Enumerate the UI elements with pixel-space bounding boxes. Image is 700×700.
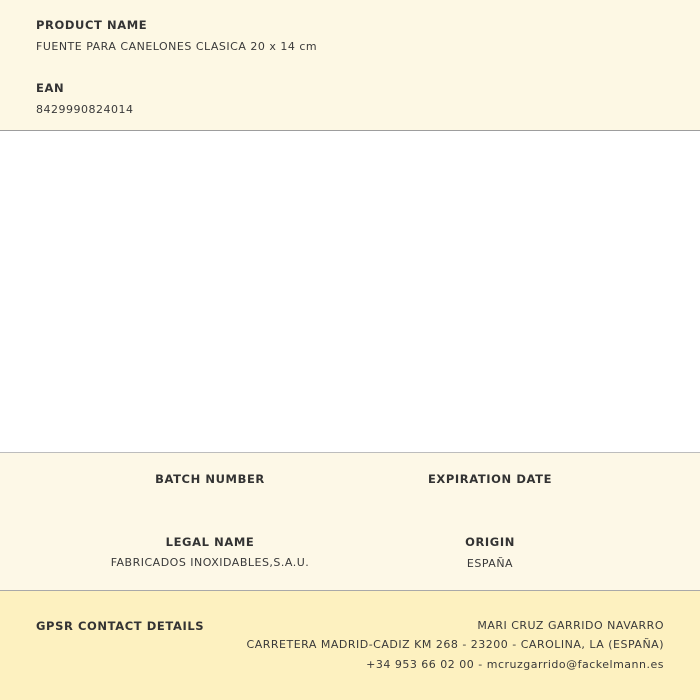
product-name-label: PRODUCT NAME (36, 18, 148, 32)
gpsr-contact-label: GPSR CONTACT DETAILS (36, 619, 205, 633)
gpsr-section (0, 591, 700, 700)
gpsr-contact-name: MARI CRUZ GARRIDO NAVARRO (477, 619, 664, 632)
legal-name-value: FABRICADOS INOXIDABLES,S.A.U. (110, 556, 310, 569)
ean-value: 8429990824014 (36, 103, 134, 116)
gpsr-address: CARRETERA MADRID-CADIZ KM 268 - 23200 - CAROLINA, LA (ESPAÑA) (246, 638, 664, 651)
blank-area (0, 131, 700, 452)
origin-label: ORIGIN (465, 535, 515, 549)
product-name-value: FUENTE PARA CANELONES CLASICA 20 x 14 cm (36, 40, 318, 53)
expiration-date-label: EXPIRATION DATE (427, 472, 553, 486)
legal-name-label: LEGAL NAME (165, 535, 255, 549)
origin-value: ESPAÑA (466, 557, 514, 570)
details-section (0, 452, 700, 591)
product-section (0, 0, 700, 131)
ean-label: EAN (36, 81, 65, 95)
gpsr-phone-email: +34 953 66 02 00 - mcruzgarrido@fackelmann.es (366, 658, 664, 671)
batch-number-label: BATCH NUMBER (155, 472, 265, 486)
